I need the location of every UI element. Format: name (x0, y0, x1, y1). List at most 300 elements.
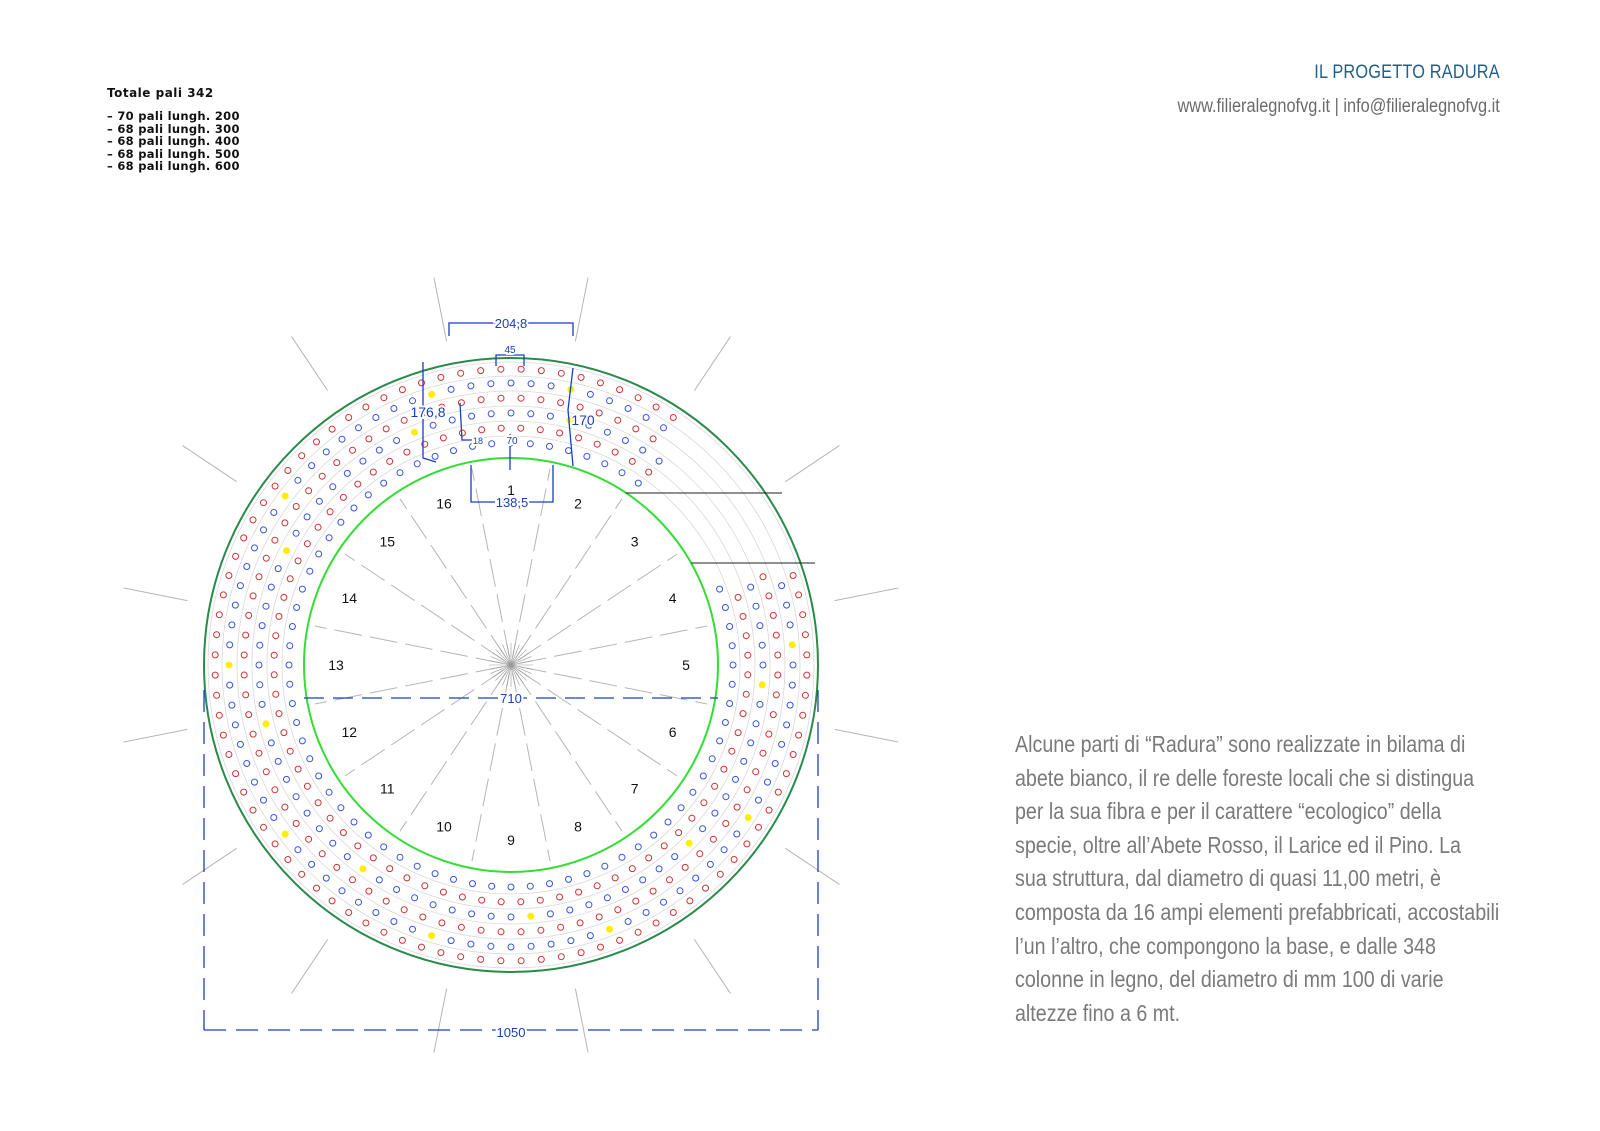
pole-marker (246, 712, 252, 718)
pole-marker (323, 875, 329, 881)
pole-marker (309, 861, 315, 867)
pole-marker (314, 439, 320, 445)
pole-marker (635, 480, 641, 486)
pole-marker (584, 453, 590, 459)
pole-marker (307, 568, 313, 574)
pole-marker (759, 642, 765, 648)
segment-label: 16 (436, 495, 452, 512)
pole-marker (285, 857, 291, 863)
pole-marker (717, 871, 723, 877)
pole-marker (723, 821, 729, 827)
pole-marker (537, 427, 543, 433)
pole-marker (594, 441, 600, 447)
pole-marker (753, 721, 759, 727)
pole-marker (250, 731, 256, 737)
pole-marker (740, 711, 746, 717)
dimension-label-small-offset: 18 (472, 436, 484, 446)
pole-marker (548, 383, 554, 389)
pole-marker (351, 505, 357, 511)
pole-marker (285, 468, 291, 474)
pole-marker (299, 738, 305, 744)
description-line: Alcune parti di “Radura” sono realizzate in bilama di (1015, 731, 1466, 757)
pole-marker (733, 776, 739, 782)
pole-marker (783, 771, 789, 777)
pole-marker (643, 910, 649, 916)
pole-marker (528, 943, 534, 949)
pole-marker (334, 864, 340, 870)
pole-marker (316, 826, 322, 832)
pole-marker (252, 545, 258, 551)
pole-marker (275, 566, 281, 572)
radial-line (518, 554, 678, 661)
pole-marker (351, 819, 357, 825)
pole-marker (775, 672, 781, 678)
pole-marker (615, 907, 621, 913)
radial-extension-line (434, 278, 447, 342)
pole-marker (241, 535, 247, 541)
pole-marker (707, 861, 713, 867)
pole-marker (635, 929, 641, 935)
radial-extension-line (575, 278, 588, 342)
pole-marker (498, 929, 504, 935)
pole-marker-highlight (282, 493, 288, 499)
pole-marker (430, 422, 436, 428)
pole-marker (640, 877, 646, 883)
pole-marker (717, 738, 723, 744)
pole-marker (419, 944, 425, 950)
pole-marker (256, 574, 262, 580)
legend-item: – 68 pali lungh. 300 (107, 121, 240, 136)
description-line: abete bianco, il re delle foreste locali che si distingua (1015, 764, 1475, 791)
pole-marker (304, 810, 310, 816)
pole-marker (587, 391, 593, 397)
pole-marker (661, 843, 667, 849)
pole-marker (710, 836, 716, 842)
dimension-label-inner-diameter: 710 (500, 691, 522, 706)
pole-marker (619, 470, 625, 476)
pole-marker (470, 881, 476, 887)
pole-marker (268, 584, 274, 590)
pole-marker (339, 888, 345, 894)
pole-marker (334, 460, 340, 466)
pole-marker (538, 956, 544, 962)
pole-marker (478, 368, 484, 374)
pole-marker (430, 902, 436, 908)
pole-marker (315, 800, 321, 806)
pole-marker (518, 899, 524, 905)
pole-marker (432, 453, 438, 459)
pole-marker (295, 477, 301, 483)
pole-marker (787, 622, 793, 628)
radial-line (515, 499, 622, 659)
pole-marker (518, 929, 524, 935)
pole-marker (272, 841, 278, 847)
pole-marker (397, 854, 403, 860)
pole-marker (635, 844, 641, 850)
pole-marker (678, 805, 684, 811)
segment-label: 1 (507, 482, 515, 498)
pole-marker (766, 731, 772, 737)
pole-marker (241, 672, 247, 678)
pole-marker (315, 524, 321, 530)
pole-marker (690, 789, 696, 795)
segment-label: 7 (630, 780, 639, 797)
pole-marker (293, 821, 299, 827)
pole-marker (735, 730, 741, 736)
pole-marker (458, 954, 464, 960)
pole-marker (438, 374, 444, 380)
pole-marker (697, 851, 703, 857)
pole-marker-highlight (263, 721, 269, 727)
pole-marker (727, 624, 733, 630)
dimension-label-segment-outer-width: 204,8 (494, 316, 528, 331)
pole-marker (289, 701, 295, 707)
pole-marker (773, 632, 779, 638)
pole-marker (376, 447, 382, 453)
pole-marker (640, 447, 646, 453)
pole-marker (646, 855, 652, 861)
pole-marker (294, 605, 300, 611)
pole-marker (488, 411, 494, 417)
pole-marker (272, 483, 278, 489)
pole-marker (459, 894, 465, 900)
pole-marker (329, 426, 335, 432)
pole-marker (558, 924, 564, 930)
pole-marker (567, 907, 573, 913)
radial-extension-line (292, 939, 328, 993)
pole-marker (468, 941, 474, 947)
pole-marker (261, 824, 267, 830)
pole-marker (229, 702, 235, 708)
pole-marker (478, 397, 484, 403)
pole-marker (414, 863, 420, 869)
radial-extension-line (785, 848, 839, 884)
pole-marker (307, 756, 313, 762)
pole-marker (558, 370, 564, 376)
radial-extension-line (434, 989, 447, 1053)
pole-marker (734, 831, 740, 837)
pole-marker (577, 920, 583, 926)
pole-marker (479, 897, 485, 903)
description-line: composta da 16 ampi elementi prefabbricati, accostabili (1015, 898, 1500, 925)
pole-marker (687, 898, 693, 904)
pole-marker (677, 888, 683, 894)
pole-marker (584, 871, 590, 877)
pole-marker (700, 773, 706, 779)
pole-marker (757, 701, 763, 707)
pole-marker (676, 830, 682, 836)
segment-label: 9 (507, 832, 515, 848)
pole-marker (488, 913, 494, 919)
pole-marker (528, 411, 534, 417)
radial-extension-line (694, 939, 730, 993)
pole-marker (370, 469, 376, 475)
pole-marker (355, 843, 361, 849)
pole-marker (451, 448, 457, 454)
pole-marker (401, 907, 407, 913)
pole-marker (779, 741, 785, 747)
pole-marker (498, 899, 504, 905)
pole-marker (770, 712, 776, 718)
pole-marker (770, 612, 776, 618)
dimension-label-outer-diameter: 1050 (496, 1025, 526, 1040)
pole-marker (387, 458, 393, 464)
pole-marker (633, 426, 639, 432)
pole-marker (661, 425, 667, 431)
pole-marker (689, 815, 695, 821)
pole-marker (271, 672, 277, 678)
pole-marker (766, 593, 772, 599)
pole-marker (508, 914, 514, 920)
pole-marker (244, 564, 250, 570)
dimension-label-segment-inner-width: 138,5 (495, 495, 529, 510)
pole-marker (602, 461, 608, 467)
pole-marker (527, 883, 533, 889)
description-line: per la sua fibra e per il carattere “ecologico” della (1015, 798, 1442, 825)
segment-label: 4 (668, 590, 677, 606)
pole-marker (712, 783, 718, 789)
pole-marker (756, 824, 762, 830)
pole-marker (731, 857, 737, 863)
pole-marker (721, 766, 727, 772)
pole-marker (458, 370, 464, 376)
pole-marker (578, 374, 584, 380)
pole-marker (350, 447, 356, 453)
pole-marker (587, 933, 593, 939)
description-line: specie, oltre all’Abete Rosso, il Larice ed il Pino. La (1015, 831, 1461, 858)
description-line: altezze fino a 6 mt. (1015, 999, 1181, 1026)
pole-marker (340, 494, 346, 500)
pole-marker (440, 889, 446, 895)
pole-marker (276, 711, 282, 717)
radial-line (519, 626, 707, 663)
pole-marker (309, 463, 315, 469)
pole-marker (748, 740, 754, 746)
pole-marker (479, 427, 485, 433)
pole-marker (256, 662, 262, 668)
pole-marker (656, 866, 662, 872)
pole-marker (489, 441, 495, 447)
pole-marker (594, 883, 600, 889)
pole-marker (558, 954, 564, 960)
pole-marker (232, 602, 238, 608)
pole-marker (773, 692, 779, 698)
pole-marker (547, 443, 553, 449)
pole-marker (287, 643, 293, 649)
pole-marker (360, 458, 366, 464)
pole-marker (527, 441, 533, 447)
pole-marker (790, 662, 796, 668)
pole-marker (604, 895, 610, 901)
pole-marker-highlight (528, 913, 534, 919)
pole-marker (252, 779, 258, 785)
radial-axis-lines (124, 278, 899, 1053)
pole-marker (420, 914, 426, 920)
pole-marker (299, 586, 305, 592)
segment-label: 13 (328, 657, 344, 673)
segment-label: 12 (341, 724, 358, 740)
pole-marker (576, 435, 582, 441)
pole-marker (538, 927, 544, 933)
pole-marker (622, 438, 628, 444)
pole-marker (617, 387, 623, 393)
segment-label: 2 (574, 495, 582, 512)
pole-marker (394, 887, 400, 893)
pole-marker (622, 887, 628, 893)
radial-line (515, 672, 622, 832)
segment-label: 6 (668, 724, 677, 740)
pole-marker-highlight (789, 642, 795, 648)
pole-marker (448, 938, 454, 944)
pole-marker (653, 920, 659, 926)
pole-marker (412, 895, 418, 901)
pole-marker (586, 902, 592, 908)
pole-marker (410, 398, 416, 404)
pole-marker (602, 863, 608, 869)
pole-marker (796, 732, 802, 738)
pole-marker (327, 815, 333, 821)
pole-marker (682, 864, 688, 870)
pole-marker (323, 449, 329, 455)
pole-marker (717, 586, 723, 592)
pole-marker (233, 553, 239, 559)
pole-marker (528, 381, 534, 387)
pole-marker (246, 612, 252, 618)
pole-marker (289, 624, 295, 630)
pole-marker (558, 400, 564, 406)
radial-extension-line (183, 848, 237, 884)
pole-marker (295, 558, 301, 564)
pole-marker (701, 800, 707, 806)
pole-marker (314, 885, 320, 891)
pole-marker (244, 761, 250, 767)
pole-marker-highlight (607, 926, 613, 932)
pole-marker (340, 830, 346, 836)
pole-marker (220, 732, 226, 738)
pole-marker (216, 712, 222, 718)
pole-marker (451, 876, 457, 882)
pole-marker (775, 652, 781, 658)
pole-marker (330, 484, 336, 490)
pole-marker (214, 632, 220, 638)
pole-marker (440, 435, 446, 441)
pole-marker (295, 847, 301, 853)
pole-marker (508, 380, 514, 386)
pole-marker (508, 944, 514, 950)
pole-marker (625, 406, 631, 412)
pole-marker (383, 426, 389, 432)
pole-marker (498, 958, 504, 964)
radial-line (400, 499, 507, 659)
radial-extension-line (575, 989, 588, 1053)
pole-marker (432, 871, 438, 877)
pole-marker (667, 877, 673, 883)
segment-label: 3 (630, 533, 639, 550)
pole-marker (753, 769, 759, 775)
pole-marker (650, 888, 656, 894)
radial-extension-line (183, 446, 237, 482)
pole-marker (760, 574, 766, 580)
pole-marker (734, 804, 740, 810)
pole-marker (700, 826, 706, 832)
pole-marker (282, 520, 288, 526)
pole-marker (518, 958, 524, 964)
pole-marker (397, 470, 403, 476)
dimension-line-45 (496, 355, 524, 366)
pole-marker (653, 404, 659, 410)
pole-marker (243, 632, 249, 638)
pole-marker (789, 682, 795, 688)
segment-label: 14 (341, 590, 358, 606)
dimension-label-pole-spacing: 45 (504, 345, 516, 356)
pole-marker (263, 555, 269, 561)
pole-marker (299, 453, 305, 459)
radial-line (518, 669, 678, 776)
pole-marker (596, 914, 602, 920)
pole-marker (212, 672, 218, 678)
pole-marker (760, 750, 766, 756)
pole-marker (326, 789, 332, 795)
pole-marker (319, 473, 325, 479)
pole-marker (469, 413, 475, 419)
pole-marker (212, 652, 218, 658)
legend-item: – 68 pali lungh. 400 (107, 134, 240, 148)
pole-marker (796, 592, 802, 598)
pole-marker (287, 576, 293, 582)
pole-marker (744, 787, 750, 793)
pole-marker (350, 877, 356, 883)
pole-marker (670, 415, 676, 421)
pole-marker (306, 836, 312, 842)
legend-item: – 68 pali lungh. 600 (107, 159, 240, 173)
pole-marker (241, 789, 247, 795)
pole-marker (498, 425, 504, 431)
pole-marker (721, 847, 727, 853)
pole-marker (414, 461, 420, 467)
dimension-label-ring-width: 170 (571, 412, 595, 428)
pole-marker (772, 761, 778, 767)
page-title: IL PROGETTO RADURA (1314, 62, 1500, 83)
pole-marker (344, 470, 350, 476)
pole-marker (293, 794, 299, 800)
radial-extension-line (835, 729, 899, 742)
pole-marker (383, 898, 389, 904)
pole-marker (566, 876, 572, 882)
pole-marker (376, 877, 382, 883)
pole-marker (576, 889, 582, 895)
pole-marker-highlight (412, 429, 418, 435)
pole-marker (775, 789, 781, 795)
pole-marker (259, 701, 265, 707)
pole-marker (338, 805, 344, 811)
pole-marker (748, 584, 754, 590)
pole-marker (261, 797, 267, 803)
pole-marker (643, 415, 649, 421)
pole-marker (568, 938, 574, 944)
description-line: sua struttura, dal diametro di quasi 11,00 metri, è (1015, 865, 1441, 892)
pole-marker (281, 594, 287, 600)
pole-marker (557, 894, 563, 900)
pole-marker (381, 480, 387, 486)
pole-marker (598, 944, 604, 950)
pole-marker (735, 594, 741, 600)
pole-marker (730, 662, 736, 668)
pole-marker (391, 406, 397, 412)
pole-marker (802, 692, 808, 698)
pole-marker (399, 937, 405, 943)
pole-marker (281, 730, 287, 736)
pole-marker (448, 386, 454, 392)
